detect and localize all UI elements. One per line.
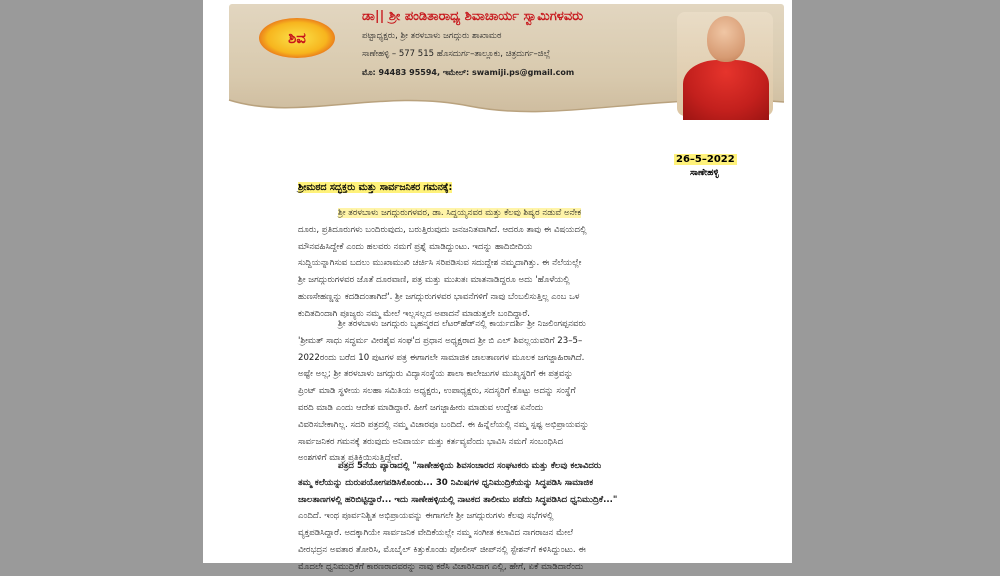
salutation: ಶ್ರೀಮಠದ ಸದ್ಭಕ್ತರು ಮತ್ತು ಸಾರ್ವಜನಿಕರ ಗಮನಕ್ಕೆ: [298,182,453,193]
letterhead-banner [229,4,784,126]
portrait-robe [683,60,769,120]
text-line: ಶ್ರೀ ಜಗದ್ಗುರುಗಳವರ ಜೊತೆ ದೂರವಾಣಿ, ಪತ್ರ ಮತ್ತು ಮುಖತಃ ಮಾತನಾಡಿದ್ದರೂ ಅದು 'ಹೊಳೆಯಲ್ಲಿ [298,275,570,286]
text-line: ಅಂಶಗಳಿಗೆ ಮಾತ್ರ ಪ್ರತಿಕ್ರಿಯಿಸುತ್ತಿದ್ದೇವೆ. [298,453,403,464]
letterhead-address: ಸಾಣೇಹಳ್ಳಿ – 577 515 ಹೊಸದುರ್ಗ–ತಾಲ್ಲೂಕು, ಚಿತ್ರದುರ್ಗ–ಜಿಲ್ಲೆ [362,49,551,59]
paragraph-3 [298,458,739,576]
text-line: ಸಾರ್ವಜನಿಕರ ಗಮನಕ್ಕೆ ತರುವುದು ಅನಿವಾರ್ಯ ಮತ್ತು ಕರ್ತವ್ಯವೆಂದು ಭಾವಿಸಿ ನಮಗೆ ಸಂಬಂಧಿಸಿದ [298,436,564,447]
letter-place: ಸಾಣೇಹಳ್ಳಿ [690,168,719,178]
text-line: ಮೊದಲೇ ಧ್ವನಿಮುದ್ರಿಕೆಗೆ ಕಾರಣರಾದವರನ್ನು ನಾವು ಕರೆಸಿ ವಿಚಾರಿಸಿದಾಗ ಎಲ್ಲಿ, ಹೇಗೆ, ಏಕೆ ಮಾಡಿದಾರೆಂದು [298,561,584,572]
text-line: ಕುದಿತದಿಂದಾಗಿ ಪೂಜ್ಯರು ನಮ್ಮ ಮೇಲೆ ಇಲ್ಲಸಲ್ಲದ ಅಪಾದನೆ ಮಾಡುತ್ತಲೇ ಬಂದಿದ್ದಾರೆ. [298,308,531,319]
letter-date: 26–5–2022 [676,154,735,165]
paragraph-1 [298,205,739,323]
text-line: ತಮ್ಮ ಕಲೆಯನ್ನು ದುರುಪಯೋಗಪಡಿಸಿಕೊಂಡು... 30 ನಿಮಿಷಗಳ ಧ್ವನಿಮುದ್ರಿಕೆಯನ್ನು ಸಿದ್ಧಪಡಿಸಿ ಸಾಮಾಜಿಕ [298,477,594,488]
text-line: ಪತ್ರದ 5ನೆಯ ಪ್ಯಾರಾದಲ್ಲಿ "ಸಾಣೇಹಳ್ಳಿಯ ಶಿವಸಂಚಾರದ ಸಂಘಟಕರು ಮತ್ತು ಕೆಲವು ಕಲಾವಿದರು [338,461,602,471]
text-line: ಅಷ್ಟೇ ಅಲ್ಲ; ಶ್ರೀ ತರಳಬಾಳು ಜಗದ್ಗುರು ವಿದ್ಯಾಸಂಸ್ಥೆಯ ಶಾಲಾ ಕಾಲೇಜುಗಳ ಮುಖ್ಯಸ್ಥರಿಗೆ ಈ ಪತ್ರವನ್ನು [298,369,574,380]
text-line: ವಿವರಿಸಬೇಕಾಗಿಲ್ಲ. ಸದರಿ ಪತ್ರದಲ್ಲಿ ನಮ್ಮ ವಿಚಾರವೂ ಬಂದಿದೆ. ಈ ಹಿನ್ನೆಲೆಯಲ್ಲಿ ನಮ್ಮ ಸ್ಪಷ್ಟ ಅಭಿಪ್ರಾಯವನ್ನು [298,419,589,430]
text-line: ಶ್ರೀ ತರಳಬಾಳು ಜಗದ್ಗುರುಗಳವರ, ಡಾ. ಸಿದ್ದಯ್ಯನವರ ಮತ್ತು ಕೆಲವು ಶಿಷ್ಯರ ನಡುವೆ ಅನೇಕ [338,208,582,218]
letter-page [203,0,792,572]
letterhead-contact: ಮೊ: 94483 95594, ಇಮೇಲ್: swamiji.ps@gmail.com [362,68,575,77]
letterhead-designation: ಪಟ್ಟಾಧ್ಯಕ್ಷರು, ಶ್ರೀ ತರಳಬಾಳು ಜಗದ್ಗುರು ಶಾಖಾಮಠ [362,31,502,41]
swamiji-portrait [677,12,773,116]
text-line: ದೂರು, ಪ್ರತಿದೂರುಗಳು ಬಂದಿರುವುದು, ಬರುತ್ತಿರುವುದು ಜನಜನಿತವಾಗಿದೆ. ಆದರೂ ತಾವು ಈ ವಿಷಯದಲ್ಲಿ [298,224,587,235]
text-line: ಮೌನವಹಿಸಿದ್ದೇಕೆ ಎಂದು ಹಲವರು ನಮಗೆ ಪ್ರಶ್ನೆ ಮಾಡಿದ್ದುಂಟು. ಇದನ್ನು ಹಾದಿಬೀದಿಯ [298,241,533,252]
portrait-head [707,16,745,62]
text-line: 2022ರಂದು ಬರೆದ 10 ಪುಟಗಳ ಪತ್ರ ಈಗಾಗಲೇ ಸಾಮಾಜಿಕ ಜಾಲತಾಣಗಳ ಮೂಲಕ ಜಗಜ್ಜಾಹಿರಾಗಿದೆ. [298,352,585,363]
text-line: ವ್ಯಕ್ತಪಡಿಸಿದ್ದಾರೆ. ಅದಕ್ಕಾಗಿಯೇ ಸಾರ್ವಜನಿಕ ವೇದಿಕೆಯಲ್ಲೇ ನಮ್ಮ ಸಂಗೀತ ಕಲಾವಿದ ನಾಗರಾಜನ ಮೇಲೆ [298,528,573,539]
text-line: ಸುದ್ದಿಯನ್ನಾಗಿಸುವ ಬದಲು ಮುಖಾಮುಖಿ ಚರ್ಚಿಸಿ ಸರಿಪಡಿಸುವ ಸದುದ್ದೇಶ ನಮ್ಮದಾಗಿತ್ತು. ಈ ನೆಲೆಯಲ್ಲೇ [298,258,582,269]
text-line: 'ಶ್ರೀಮತ್ ಸಾಧು ಸದ್ಧರ್ಮ ವೀರಶೈವ ಸಂಘ'ದ ಪ್ರಧಾನ ಅಧ್ಯಕ್ಷರಾದ ಶ್ರೀ ಬಿ ಎಲ್ ಶಿವಲ್ಲಯವರಿಗೆ 23–5– [298,335,583,346]
text-line: ವರದಿ ಮಾಡಿ ಎಂದು ಆದೇಶ ಮಾಡಿದ್ದಾರೆ. ಹೀಗೆ ಜಗಜ್ಜಾಹೀರು ಮಾಡುವ ಉದ್ದೇಶ ಏನೆಂದು [298,402,544,413]
logo-text: ಶಿವ [288,29,306,47]
text-line: ವೀರಭದ್ರನ ಅವತಾರ ತೋರಿಸಿ, ಮೊಬೈಲ್ ಕಿತ್ತುಕೊಂಡು ಪೋಲೀಸ್ ಜೀಪ್‌ನಲ್ಲಿ ಸ್ಟೇಶನ್‌ಗೆ ಕಳಿಸಿದ್ದುಂಟು. ಈ [298,544,586,555]
text-line: ಪ್ರಿಂಟ್ ಮಾಡಿ ಸ್ಥಳೀಯ ಸಲಹಾ ಸಮಿತಿಯ ಅಧ್ಯಕ್ಷರು, ಉಪಾಧ್ಯಕ್ಷರು, ಸದಸ್ಯರಿಗೆ ಕೊಟ್ಟು ಅದನ್ನು ಸಂಸ್ಥೆಗೆ [298,386,576,397]
letterhead-title: ಡಾ|| ಶ್ರೀ ಪಂಡಿತಾರಾಧ್ಯ ಶಿವಾಚಾರ್ಯ ಸ್ವಾಮಿಗಳವರು [362,9,584,24]
paragraph-2 [298,316,739,467]
shiva-logo [259,18,335,58]
text-line: ಎಂದಿದೆ. ಇಂಥ ಪೂರ್ವನಿಶ್ಚಿತ ಅಭಿಪ್ರಾಯವನ್ನು ಈಗಾಗಲೇ ಶ್ರೀ ಜಗದ್ಗುರುಗಳು ಕೆಲವು ಸಭೆಗಳಲ್ಲಿ [298,511,554,522]
text-line: ಹುಣಸೇಹಣ್ಣನ್ನು ಕದಡಿದಂತಾಗಿದೆ'. ಶ್ರೀ ಜಗದ್ಗುರುಗಳವರ ಭಾವನೆಗಳಿಗೆ ನಾವು ಬೆಂಬಲಿಸುತ್ತಿಲ್ಲ ಎಂಬ ಒಳ [298,291,580,302]
text-line: ಜಾಲತಾಣಗಳಲ್ಲಿ ಹರಿಬಿಟ್ಟಿದ್ದಾರೆ... ಇದು ಸಾಣೇಹಳ್ಳಿಯಲ್ಲಿ ನಾಟಕದ ತಾಲೀಮು ಪಡೆದು ಸಿದ್ಧಪಡಿಸಿದ ಧ್ವನಿಮುದ್ರಿಕೆ..." [298,494,618,505]
text-line: ಶ್ರೀ ತರಳಬಾಳು ಜಗದ್ಗುರು ಬೃಹನ್ಮಠದ ಲೆಟರ್‌ಹೆಡ್‌ನಲ್ಲಿ ಕಾರ್ಯದರ್ಶಿ ಶ್ರೀ ನಿಜಲಿಂಗಪ್ಪನವರು [338,319,586,329]
